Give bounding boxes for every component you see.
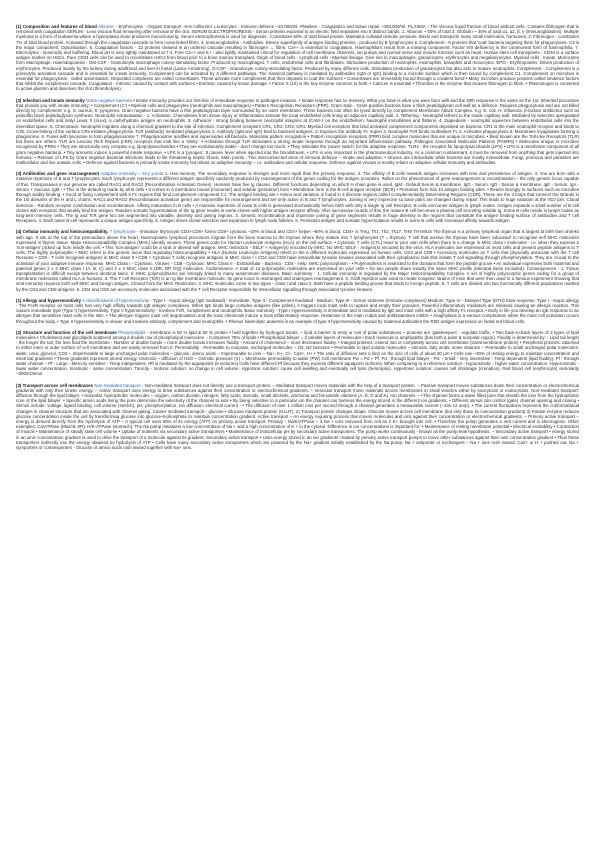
section-cell-membrane (16, 330, 579, 377)
paragraph (16, 383, 579, 451)
section-body: - Immature thymocyte CD4+CD8+ forms CD8+ cytotoxic ~20% in blood and CD4+ helper ~80% in blood, CD4+ is Treg, Th1, Th2, Th17. THE THYMUS The thymus is a primary lymphoid organ that is largest at birth then shrinks with age. It sits at the top of the pericardium above the heart. Haemopoietic lymphoid precursors migrate from the bone marrow to the thymus where they mature into T lymphocytes (T = thymus). T cell that survive the thymus have been 'educated' to recognise self MHC molecules expressed in thymic tissue. Major Histocompatibility Complex (MHC) identify viruses. These genes code for Human Leukocyte Antigens (HLA) on the cell surface. • Cytotoxic T cells (CTL) react to your own cells when there is a change in MHC class I molecules - i.e. when they express a 'non-antigen' picked up from inside the cell. • This 'non-antigen' could be a viral or altered self antigen. MHC restriction - SELF + Antigen(s) encoded by MHC. No MHC SELF - Antigen(s) encoded by the virus. HLA molecules are expressed on most cells and present peptide antigens to T cells. The highly polymorphic • MHC refers to the genetic locus that regulating histocompatibility • HLA (Human Leukocyte Antigens) refers to the 6 different molecules expressed on human cells. CD4 and CD8 • Accessory molecules on T cells that physically associate with the T cell Receptor • CD8 - T cells recognise antigens in MHC class II • CD8 + Cytotoxic T cells recognise antigens in MHC class I • CD4 and CD8 have intracellular tyrosine kinases associated with their cytoplasmic tails that initiate T cell signalling through phosphorylation. They are crucial to the activation of your adaptive immune response. MHC Class I - Cytotoxic. Viruses - CD8 - Cytotoxic. MHC Class II - Extracellular - Bacteria - CD4 - Help. MHC polymorphism - • Polymorphism is restricted to the domains that form the peptide groove • An individual expresses both maternal and paternal genes 2 x 3 MHC class I (A, B, C) and 2 x 3 MHC class II (DR, DP, DQ) molecules. Codominance. A total of 12 polymorphic molecules are expressed on your cells • No two people share exactly the same MHC profile (identical twins excluded). Consequences - 1. Tissue transplantation is difficult except between identical twins. 2. MHC polymorphisms are strongly linked to many autoimmune diseases. Basic summary - 1. Cellular immunity is regulated by the Major Histocompatibility Complex. A set of highly polymorphic genes coding for a group of membrane molecules called HLA in humans. 3. The T cell Receptor (TcR) is an Ig like membrane molecule. Its gene locus is rearranged and undergoes rearrangement. 3. Graft rejection was used to create congenic strains of mice that were then used in a famous experiment showing that viral immunity requires both self MHC and foreign antigen. Cloned from the MHC Restriction. 4. MHC molecules come in two types - class I and class II. Both have a peptide binding groove that binds to foreign peptide. 5. T cells are divided into two functionally different populations marked by the CD4 and CD8 antigens. 6. CD4 and CD8 are accessory molecules associated with the T cell Receptor responsible for intracellular signalling through associated tyrosine kinases. (16, 229, 579, 292)
highlighted-term: Adaptive immunity – Key points (100, 171, 164, 177)
section-heading: (3) Antibodies and gene rearrangement (16, 171, 100, 177)
section-blood-composition (16, 24, 579, 92)
section-membrane-transport (16, 383, 579, 451)
section-body: 1. Has memory. The secondary response is stronger and more rapid than the primary response. 2. The affinity of B cells towards antigen increases with time and persistence of antigen. 3. You are born with a massive repertoire of B and T lymphocytes. Each lymphocyte represents a different antigen specificity randomly produced by rearrangement of the genes coding for the antigen receptors. Relies on the phenomenon of gene rearrangement or recombination – the only genetic locus capable of this. Transposases in our genome are called RAG1 and RAG2 (Recombination Activation Genes). Humans have five Ig classes. Different functions depending on which H chain gene is used. IgM - Default Serum & membrane. IgG - Serum. IgD - Serum & membrane. IgE - Serum. IgA - Serum + mucosa. IgM - • This is the default Ig made by all B cells • It comes in a membrane bound (monomer) and soluble (pentamer) form • Membrane form is the B-cell antigen receptor (BCR) • Pentamer form has 10 antigen binding sites. • Reacts strongly to surfaces such as microbes through avidity binding. • Good at fixing complement with 5 Fc regions that bind complement component C1. The antigen binding site • Amino acid variation is found in 3 discrete regions called Complementarity Determining Regions (CDR). These are the 3 loops that connect the strands in the 1st domains of the H and L chains. RAG1 and RAG2 (Recombination activation gene) are responsible for rearrangement and are only active in B and T lymphocytes. Joining is very imprecise so base pairs are changed during repair. This leads to huge variation at the VDJ join. Clonal selection - Random receptor combination and recombination. Affinity maturation in B cells • A massive repertoire of naive B cells is generated stochastically before birth with only a single Ig cell Receptor. B cells encounter antigen in lymph nodes. Antigen expands a small number of B cell clones with receptors that weakly bind the antigen. Random somatic hypermutation of the Ig gene results in some clones with higher antigen receptor affinity. After successive rounds of this, the mature B cell becomes a plasma cell secreting soluble Ig. Some B cells reside in lymph nodes as long-term memory cells. The Ig and TcR gene loci are segmented into variable, diversity and joining regions. 3. Genetic recombination and imprecise joining of gene segments results in huge diversity in the regions that constitute the antigen binding surface of antibodies and T cell Receptors. 4. Each naive B-cell represents a unique antigen specificity. 5. Antigen drives clonal selection and expansion in lymph node follicles. 6. Persistent antigen and somatic hypermutation results in some B cells with increased affinity towards antigen. (16, 171, 579, 224)
highlighted-term: Gram negative bacteria (86, 97, 132, 103)
paragraph (16, 330, 579, 377)
section-body: • Innate immunity provides our first-line of immediate response to pathogen invasion. • Innate response has no memory. What you have is what you were born with and the 20th response is the same as the 1st. Inherited processes that provide you with innate immunity: • Complement (C') • Myeloid cells and phagocytes (neutrophils and macrophages) • Pattern Recognition Receptors (PRR). Gram stain - Gram positive bacteria have a thick peptidoglycan cell wall as a defence. Requires phagocytosis and are not killed directly by complement; e.g. S. aureus, S. pyogenes. Gram negative bacteria have a thin peptidoglycan layer surrounded by an outer membrane. These bacteria can often be lysed directly by complement Membrane Attack Complex. e.g. E. coli, H. influenza. β-lactam antibiotics such as penicillin block peptidoglycan synthesis. Neutrophil extravasation - 1. Activation. Chemokines from tissue injury or inflammation activate the local endothelial cells lining an adjacent capillary wall. 2. Tethering - Neutrophil tethers to the inside capillary wall. Mediated by selectins upregulated on endothelial cells and sialyl Lewis X (sLex), a carbohydrate antigen on neutrophils. 3. Adhesion - strong binding between neutrophil integrins at ICAM-1 on the endothelium. Neutrophil immobilises and flattens. 4. Diapedesis - neutrophil squeezes between endothelial cells into the interstitial space. 5. Chemotaxis. Neutrophil migrates along a chemical gradient to the site of infection. Complement receptors CR1, CR2, CR3, CR4. Myeloid cell receptors that bind activated complement components deposited on bacteria. CR1 is the main neutrophil receptor and binds to C3b. Cross-linking of the surface CRs initiates phagocytosis. FcR (antibody) mediated phagocytosis 1. Antibody (IgM and IgG) bind to bacterial antigens. 2. Exposes the antibody Fc region 3. Neutrophil FcR binds multivalent Fc 4. Activates phagocytosis 5. Membrane invaginates forming a phagosome. 6. Fuses with lysosome to form phagolysosome 7. Phagolysosome acidifies and superoxides kill bacteria. Molecular pattern recognition • Pattern recognition receptors (PRR) bind complex molecules that are unique to microbes. • Best known are the Toll-Like Receptors (TLR) but there are others. TLR are Leucine Rich Repeat (LRR) receptors that look like a 'slinky'. • Activation through TLR stimulates a strong innate response through an important inflammation pathway. Pathogen Associated Molecular Patterns (PAMPs) • Molecules unique to microbes recognised by PRRs • They are structurally very complex e.g. lipopolysaccharides • They are evolutionarily stable - don't change too much. • They stimulate the 'power switch' for the adaptive response. TLR4 - the receptor for lipopolysaccharide (LPS) • LPS is a membrane component of all gram negative bacteria. • Tiny amounts induce a powerful innate response. • LPS is a 'pyrogen'. It causes fever when injected into the bloodstream. • LPS is very important in the pharmaceutical industry. As a common contaminant, it must be removed from anything that gets injected into humans. • Release of LPS by Gram negative bacterial infections leads to life threatening Septic Shock. Main points - Two interconnected arms of immune defence – innate and adaptive. • Viruses are intracellular while bacteria are mostly extracellular. Fungi, protozoa and parasites are multicellular and live outside cells. • Defence against bacteria is primarily innate immunity but reliant on adaptive immunity – i.e. antibodies and cellular response. Defence against viruses is mostly reliant on adaptive cellular immunity and antibodies. (16, 97, 579, 166)
highlighted-term: Phospholipids (118, 329, 146, 335)
section-cellular-immunity (16, 229, 579, 291)
section-body: - Erythrocytes - Oxygen transport ~5-6 million/ml. Leukocytes - Immune defence ~10,000/ml. Platelets - Coagulation and tissue repair ~400,000/ml. PLASMA - The viscous liquid fraction of blood without cells. Contains fibrinogen that is removed with coagulation SERUM - Less viscous fluid remaining after removal of the clot. SERUM ELECTROPHORESIS - Serum proteins exposed to an electric field separates into 5 distinct bands. 1. Albumin ~ 50% of total 2. Globulin ~ 40% of total α1, α2, β, γ (immunoglobulins). Multiple myeloma is a form of leukaemia where a hyperplasia clone produces monoclonal Ig. Serum electrophoresis is used for diagnosis - Constitutes 50% of total blood protein. Maintains colloidal osmotic pressure. Binds and transports many small molecules, hormones. 2. Fibrinogen - constitutes 7% of total blood protein. Activated through the coagulation cascade to form cross-linked fibrin. 4. Immunoglobulins - Antibodies. Eleven superfamily of antigen binding proteins - produced by B lymphocytes 5. Complement - 9 proteins that 'coat' bacteria targeting them for phagocytosis. C3 is the major component. Opsonisation. 6. Coagulation factors - 13 proteins cleaved in an ordered cascade resulting in fibrinogen → fibrin. Ca++ is essential to coagulation. Haemophilia's result from a missing component. Factor VIII deficiency is the commonest form of haemophilia. 7. Electrolytes - Isotonicity and buffering. Blood pH is very tightly maintained at 7.4. Free Ca++ and K+ - also tightly maintained critical for regulation of cell membrane channels, ion pumps and normal nerve and muscle function such as heart. Human stem cell transplants - CD34 is a surface antigen marker on HSCs. Pure CD34 cells can be used to reconstitute HSCs from blood prior to a bone marrow transplant. Origin of blood cells - Lymphoid cells - Myeloid lineage. Give rise to macrophages, granulocytes, erythrocytes and megakaryocytes. Myeloid cells - Innate. Monocytes form Macrophage. Haematopoiesis - GM-CSF - Granulocyte macrophage colony-stimulating factor. Produced by macrophages, T cells, endothelial cells and fibroblasts. Stimulates production of neutrophils, eosinophils, basophils and monocytes. EPO - Erythropoietin. Drives production of erythrocytes. Produced mainly by the kidney during adulthood and liver in foetal (Lance Armstrong). G-CSF - Granulocyte colony-stimulating factor. Produced by many different cells. Stimulates production of granulocytes but also acts to mature neutrophils. Complement - Complement is a proteolytic activation cascade and is essential for innate immunity. Complement can be activated by 3 different pathways. The classical pathway is mediated by antibodies (IgM or IgG) binding to a microbe surface which is then bound by complement C1. Complement on microbes is essential for phagocytosis - called opsonisation. Deposited complexes are called convertases. These activate more complement that then deposits to coat the surfaces • Convertases are irreversibly bound through a covalent bond • Many microbes produce proteins called virulence factors that inhibit the complement cascade. Coagulation - Intrinsic caused by contact with surfaces • Extrinsic caused by tissue damage. • Factor X (10) is the key enzyme common to both. • Calcium is essential • Thrombin is the enzyme that cleaves fibrinogen to fibrin. • Plasminogen is converted to active plasmin and dissolves the clot (thrombolysis). (16, 24, 580, 92)
section-antibodies (16, 171, 579, 223)
paragraph (16, 24, 579, 92)
section-infection-innate-immunity (16, 98, 579, 166)
section-allergy (16, 298, 579, 324)
highlighted-term: T lymphocyte (109, 229, 136, 235)
highlighted-term: Non-mediated transport (94, 382, 141, 388)
section-body: - Type I - Atopic allergy (IgE mediated) - Immediate. Type II - Complement mediated - Medium. Type III - Serum sickness (Immune complexes) Medium. Type IV - Delayed Type (DTH) Slow response. Type I - Atopic allergy - The FcεR receptor on mast cells has very high affinity towards IgE antigen complexes. When IgE binds large complex antigens (like pollen), it triggers local mast cells to rupture and empty their granules. Powerful inflammatory mediators are released causing an allergic reaction. This causes immediate type (Type I) hypersensitivity. Type II hypersensitivity - Involves FcR, complement and neutrophils. Basic summary - Type I Hypersensitivity is immediate and is mediated by IgE and mast cells with a high affinity Fc receptor. • Early in life you develop an IgE response to an allergen that sensitises mast cells in the skin. • The allergen triggers mast cell degranulation and the toxic chemicals induce a local inflammatory response. Histamine is the main culprit and antihistamines inhibit. • Anaphylaxis is a serious complication when the mast cell activation occurs throughout the body. • Type II hypersensitivity is slower and involves antibody, complement and neutrophils. • Rhesus haemolytic anaemia is an example of type II hypersensitivity caused by maternal antibodies the RhD antigen expressed on foetal red blood cells. (16, 297, 579, 324)
paragraph (16, 229, 579, 291)
paragraph (16, 98, 579, 166)
section-heading: (3) Transport across cell membranes (16, 382, 94, 388)
section-body: - membrane is 50 % lipid & 50 % protein • held together by hydrogen bonds, ~ lipid is barrier to entry or exit of polar substances ~ proteins are 'gatekeepers' - regulate traffic. • Two back-to-back layers of 3 types of lipid molecules • Cholesterol and glycolipids scattered among a double row of phospholipid molecules. - Comprises 75% of lipids • Phospholipid bilayer = 2 parallel layers of molecules • Each molecule is amphipathic (has both a polar & nonpolar region). Fluidity is determined by: - Lipid tail length - the longer the tail, the less fluid the membrane - Number of double bonds – more double bonds increases fluidity - Amount of cholesterol – more decreases fluidity. • Integral proteins: extend into or completely across cell membrane (transmembrane protein) • Peripheral proteins: attached to either inner or outer surface of cell membrane and are easily removed from it. Permeability - Permeable to nonpolar, uncharged molecules – O2, N2 benzene • Permeable to lipid soluble molecules – steroids, fatty acids, some vitamins – Permeable to small uncharged polar molecules: water, urea, glycerol, CO2 – Impermeable to large uncharged polar molecules – glucose, amino acids – Impermeable to ions – Na+, K+, Cl-, Ca2+, H+ • The ratio of diffusion sets a limit on the size of cells of about 20 μm • Cells use ~30% of resting energy to maintain concentration and electrical gradients • These gradients represent stored energy. Osmosis – diffusion of H2O – Osmotic pressure (π) = Membrane permeability to water (PW) Cell membrane Pw = Pd + Pf. Pd - through lipid bilayer - Pd. - Small - Very insensitive - Temp dependent (lipid fluidity). Pf - through water channel – Pf - Large - Mercury sensitive - Temp independent. •Pf is mediated by the aquaporins (9 isoforms) Cells have different Pf because they express different aquaporin isoforms. When comparing to a reference solution - Hypoosmotic - higher water concentration. Hyperosmotic - lower water concentration. Isosmotic - same concentration. Tonicity - Isotonic solution: no change in cell volume. Hypotonic solution: cause cell swelling and eventually cell lysis (hemolysis). Hypertonic solution: causes cell shrinkage (crenation). Red blood cell (erythrocyte) osmolarity ~300mOsmol (16, 329, 579, 377)
highlighted-term: Albumin (98, 24, 114, 29)
section-heading: (2) Infection and innate immunity (16, 97, 85, 103)
paragraph (16, 171, 579, 223)
section-heading: (1) Allergy and hypersensitivity (16, 297, 82, 303)
paragraph (16, 298, 579, 324)
highlighted-term: 4 classifications of hypersensitivity (82, 297, 150, 303)
section-heading: (1) Composition and features of blood (16, 24, 97, 29)
section-heading: (4) Cellular immunity and histocompatibility. (16, 229, 109, 235)
section-heading: (2) Structure and function of the cell membrane (16, 329, 117, 335)
section-body: - Non-mediated transport does not directly use a transport protein. – Mediated transport moves materials with the help of a transport protein. – Passive transport moves substances down their concentration or electrochemical gradients with only their kinetic energy. – Active transport uses energy to drive substances against their concentration or electrochemical gradients. – Vesicular transport move materials across membranes in small vesicles either by exocytosis or endocytosis. Non-mediated transport: diffusion through the lipid bilayer. • Nonpolar, hydrophobic molecules – oxygen, carbon dioxide, nitrogen, fatty acids, steroids, small alcohols, ammonia and fat-soluble vitamins (A, E, D and K). Ion channels – • The channel forms a water filled pore that shields the ions from the hydrophobic core of the lipid bilayer. • Specific amino acids lining the pore determine the selectivity of the channel to ions • By being selective to a particular ion the channel can harness the energy stored in the different ion gradients. • Different stimuli can control (gate) channel opening and closing • Stimuli include: voltage, ligand binding, cell volume (stretch), pH, phosphorylation. Ion diffusion: electrical current - • The diffusion of over 1 million ions per second through a channel generates a measurable current (~10s-12 amp). • The current fluctuations represent the conformational changes in channel structure that are associated with channel gating. Carrier mediated transport - glucose • Glucose transport protein (GLUT). 2) Transport protein changes shape. Glucose moves across cell membrane (but only down its concentration gradient) 3) Kinase enzyme reduces glucose concentration inside the cell by transforming glucose into glucose-6-phosphate to maintain concentration gradient. Active transport – An energy requiring process that moves molecules and ions against their concentration or electrochemical gradients. – Primary active transport – energy is derived directly from the hydrolysis of ATP – A typical cell uses 30% of its energy (ATP) on primary active transport. Primary - Na/K/ATPase – 3 Na + ions removed from cell as 2 K+ brought into cell. • Therefore the pump generates a nett current and is electrogenic. Other examples: Ca/ATPase (Muscle SR), H/K-ATPase (stomach). The Na pump maintains a low concentration of Na + and a high concentration of K + in the cytosol. Difference in ion concentrations is important for: • Maintenance of resting membrane potential • Electrical excitability • Contraction of muscle • Maintenance of steady state cell volume • Uptake of nutrients via secondary active transporters • Maintenance of intracellular pH by secondary active transporters. The pump works continuously - known as the pump-leak hypothesis. – Secondary active transport • energy stored in an ionic concentration gradient is used to drive the transport of a molecule against its gradient. Secondary active transport • Uses energy stored in an ion gradients created by primary active transport pumps to move other substances against their own concentration gradient • Thus these transporters indirectly use the energy obtained by hydrolysis of ATP • Cells have many secondary active transporters which are powered by the Na+ gradient initially established by the Na pump. Na + antiporter or exchangers – Na + ions rush inward, Ca2+ or H + pushed out. Na + symporters or cotransporters - Glucose or amino acids rush inward together with Na+ ions. (16, 382, 579, 451)
